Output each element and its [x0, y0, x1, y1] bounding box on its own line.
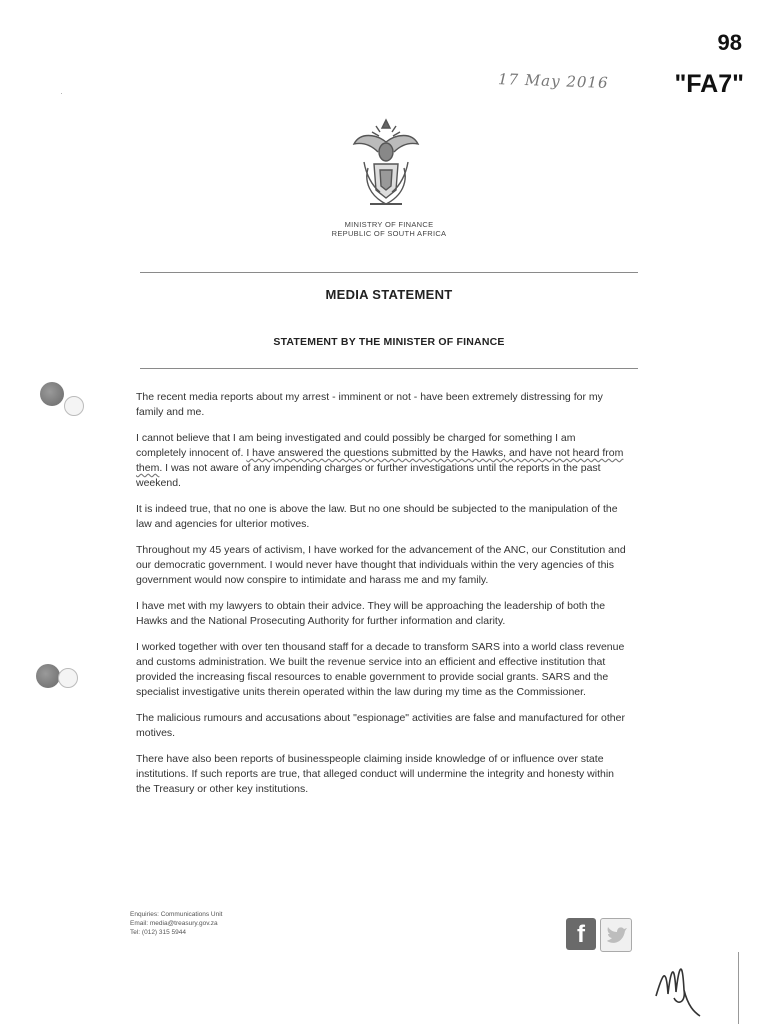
tel-line: Tel: (012) 315 5944	[130, 929, 187, 936]
enquiries-line: Enquiries: Communications Unit	[130, 911, 223, 918]
divider-bottom	[140, 368, 638, 369]
email-line: Email: media@treasury.gov.za	[130, 920, 218, 927]
document-title: MEDIA STATEMENT	[325, 287, 453, 302]
punch-hole-outline	[58, 668, 78, 688]
page-number: 98	[717, 30, 742, 55]
annexure-label: "FA7"	[674, 70, 744, 98]
facebook-icon[interactable]: f	[566, 918, 596, 950]
ministry-block	[280, 220, 498, 238]
contact-footer	[130, 910, 222, 937]
social-icons	[566, 918, 632, 952]
paragraph: There have also been reports of businesspeople claiming inside knowledge of or influence over state institutions. If such reports are true, that alleged conduct will undermine the integrity and honesty within the Treasury or other key institutions.	[136, 753, 615, 795]
divider-top	[140, 272, 638, 273]
republic-line: REPUBLIC OF SOUTH AFRICA	[331, 229, 447, 238]
punch-hole	[40, 382, 64, 406]
paragraph-text: . I was not aware of any impending charges or further investigations until the reports in the past weekend.	[136, 462, 601, 489]
bird-icon	[601, 919, 631, 951]
paragraph: Throughout my 45 years of activism, I have worked for the advancement of the ANC, our Constitution and our democratic government. I would never have thought that individuals within the very agencies of this government would now conspire to intimidate and harass me and my family.	[136, 544, 626, 586]
paragraph: I have met with my lawyers to obtain their advice. They will be approaching the leadership of both the Hawks and the National Prosecuting Authority for further information and clarity.	[136, 600, 606, 627]
paragraph: The malicious rumours and accusations about "espionage" activities are false and manufactured for other motives.	[136, 712, 625, 739]
paragraph	[136, 431, 626, 491]
statement-body	[136, 390, 626, 808]
signature-mark	[648, 946, 718, 1018]
punch-hole	[36, 664, 60, 688]
document-subtitle: STATEMENT BY THE MINISTER OF FINANCE	[273, 336, 505, 348]
scan-speck: ·	[60, 88, 63, 98]
punch-hole-outline	[64, 396, 84, 416]
handwritten-date: 17 May 2016	[497, 70, 609, 92]
paragraph: It is indeed true, that no one is above the law. But no one should be subjected to the manipulation of the law and agencies for ulterior motives.	[136, 503, 618, 530]
paragraph-text: I cannot believe that I am being investigated and could possibly be charged for something I am completely innocent of.	[136, 432, 576, 459]
page-edge	[738, 952, 739, 1024]
annotated-text: I have answered the questions submitted by the Hawks, and have not heard from them	[136, 447, 624, 474]
coat-of-arms-icon	[346, 112, 426, 212]
ministry-line: MINISTRY OF FINANCE	[344, 220, 434, 229]
paragraph: The recent media reports about my arrest - imminent or not - have been extremely distressing for my family and me.	[136, 391, 603, 418]
paragraph: I worked together with over ten thousand staff for a decade to transform SARS into a world class revenue and customs administration. We built the revenue service into an efficient and effective institution that provided the increasing fiscal resources to enable government to provide social grants. SARS and the specialist investigative units therein operated within the law during my time as the Commissioner.	[136, 641, 625, 698]
twitter-icon[interactable]	[600, 918, 632, 952]
